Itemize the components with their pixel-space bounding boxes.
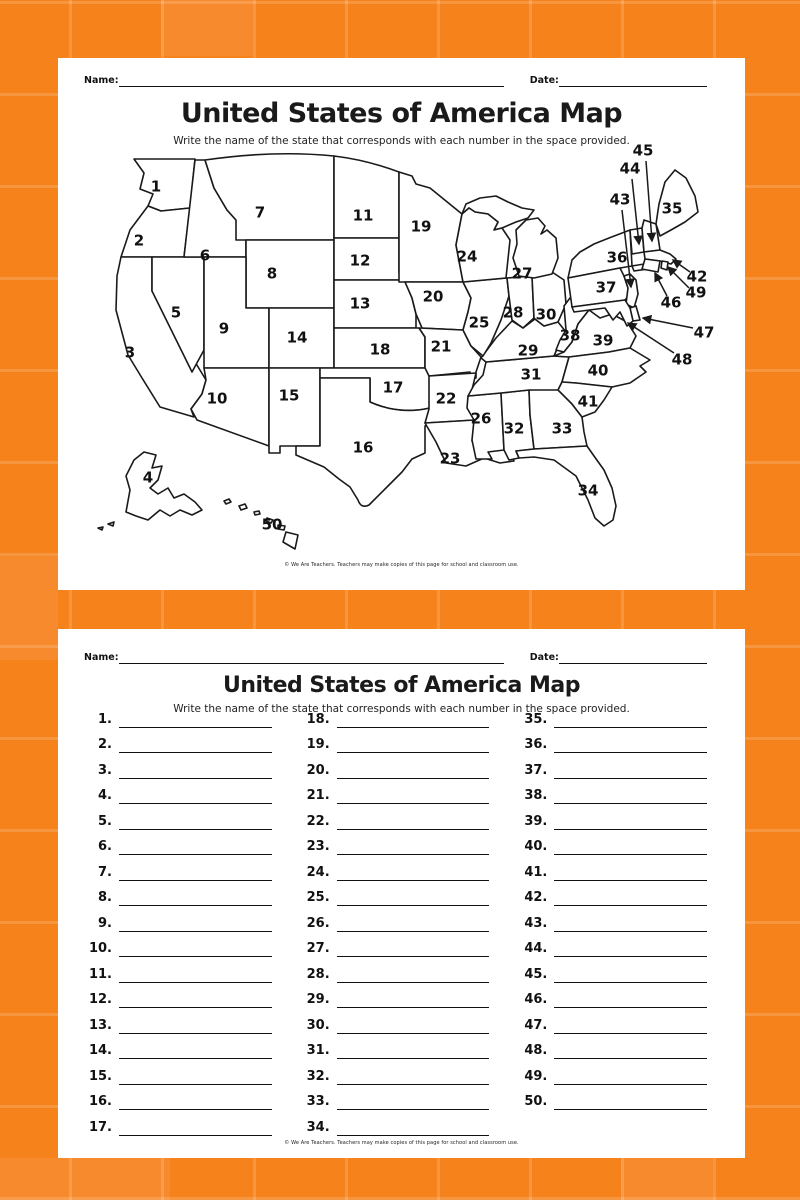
state-outlines xyxy=(98,154,698,549)
state-number: 50 xyxy=(261,515,283,534)
state-number: 12 xyxy=(349,251,371,270)
answer-number: 34. xyxy=(306,1119,330,1135)
answer-number: 5. xyxy=(98,813,112,829)
answer-number: 29. xyxy=(306,992,330,1007)
state-number: 3 xyxy=(124,343,136,362)
answer-row xyxy=(304,1110,498,1136)
state-number: 11 xyxy=(352,206,374,225)
answer-row xyxy=(86,1008,280,1034)
state-number: 34 xyxy=(577,481,599,500)
state-number: 1 xyxy=(150,177,162,196)
answer-blank-line xyxy=(119,819,272,830)
answer-number: 37. xyxy=(524,762,548,778)
answer-row xyxy=(86,932,280,958)
state-number: 46 xyxy=(660,293,682,312)
state-number: 5 xyxy=(170,303,182,322)
answer-row xyxy=(86,855,280,881)
answer-row xyxy=(521,702,715,728)
answer-row xyxy=(86,702,280,728)
answer-number: 50. xyxy=(524,1094,548,1109)
answer-row xyxy=(521,1008,715,1034)
answer-number: 2. xyxy=(98,737,112,752)
answer-blank-line xyxy=(337,1048,490,1059)
answer-blank-line xyxy=(119,1048,272,1059)
state-number: 14 xyxy=(286,328,308,347)
state-number: 35 xyxy=(661,199,683,218)
answer-row xyxy=(521,753,715,779)
state-outline xyxy=(334,156,399,238)
answer-number: 32. xyxy=(306,1068,330,1084)
answer-number: 9. xyxy=(98,915,112,931)
pointer-arrow xyxy=(643,318,693,328)
answer-number: 30. xyxy=(306,1017,330,1033)
state-number: 48 xyxy=(671,350,693,369)
answer-number: 47. xyxy=(524,1017,548,1033)
answer-row xyxy=(86,881,280,907)
answer-number: 4. xyxy=(98,788,112,803)
state-outline xyxy=(283,532,298,549)
answer-number: 16. xyxy=(88,1094,112,1109)
answer-row xyxy=(304,1059,498,1085)
answer-number: 31. xyxy=(306,1043,330,1058)
answer-blank-line xyxy=(554,768,707,779)
answer-blank-line xyxy=(554,844,707,855)
answer-number: 49. xyxy=(524,1068,548,1084)
answer-row xyxy=(86,1059,280,1085)
answer-number: 39. xyxy=(524,813,548,829)
answer-blank-line xyxy=(554,1074,707,1085)
worksheet-page-answers xyxy=(58,629,745,1158)
answer-row xyxy=(304,932,498,958)
us-states-map xyxy=(64,60,736,588)
answer-row xyxy=(304,1034,498,1060)
answer-number: 19. xyxy=(306,737,330,752)
answer-row xyxy=(521,983,715,1009)
name-label: Name: xyxy=(84,75,119,86)
name-label: Name: xyxy=(84,652,119,663)
state-number: 49 xyxy=(685,283,707,302)
answer-number: 40. xyxy=(524,839,548,854)
answer-blank-line xyxy=(554,742,707,753)
answer-blank-line xyxy=(119,870,272,881)
state-number: 4 xyxy=(142,468,154,487)
answer-row xyxy=(521,1034,715,1060)
answer-row xyxy=(304,983,498,1009)
answer-number: 33. xyxy=(306,1094,330,1109)
state-number: 26 xyxy=(470,409,492,428)
answer-number: 11. xyxy=(88,966,112,982)
answer-number: 22. xyxy=(306,813,330,829)
answer-row xyxy=(521,1085,715,1111)
answer-blank-line xyxy=(554,921,707,932)
answer-number: 38. xyxy=(524,788,548,803)
answer-column-2 xyxy=(304,702,498,1136)
state-outline xyxy=(98,527,103,530)
answer-blank-line xyxy=(337,946,490,957)
state-outline xyxy=(269,368,320,453)
page-instructions: Write the name of the state that corresponds with each number in the space provided. xyxy=(173,703,630,715)
answer-number: 27. xyxy=(306,941,330,956)
answer-blank-line xyxy=(119,717,272,728)
answer-blank-line xyxy=(554,997,707,1008)
answer-number: 18. xyxy=(306,711,330,727)
state-number: 47 xyxy=(693,323,715,342)
answer-row xyxy=(521,932,715,958)
answer-row xyxy=(304,804,498,830)
answer-blank-line xyxy=(337,997,490,1008)
state-number: 36 xyxy=(606,248,628,267)
state-number: 28 xyxy=(502,303,524,322)
answer-blank-line xyxy=(554,870,707,881)
answer-number: 7. xyxy=(98,864,112,880)
answer-row xyxy=(86,983,280,1009)
state-number: 7 xyxy=(254,203,266,222)
answer-number: 41. xyxy=(524,864,548,880)
answer-blank-line xyxy=(554,946,707,957)
answer-row xyxy=(304,957,498,983)
answer-number: 43. xyxy=(524,915,548,931)
answer-row xyxy=(521,881,715,907)
answer-blank-line xyxy=(119,1099,272,1110)
answer-row xyxy=(86,728,280,754)
answer-number: 3. xyxy=(98,762,112,778)
date-blank-line xyxy=(559,651,707,664)
state-outline xyxy=(516,446,616,526)
state-outline xyxy=(246,240,334,308)
answer-row xyxy=(86,957,280,983)
answer-blank-line xyxy=(119,997,272,1008)
answer-row xyxy=(86,779,280,805)
answer-number: 21. xyxy=(306,788,330,803)
answer-number: 20. xyxy=(306,762,330,778)
answer-blank-line xyxy=(554,819,707,830)
answer-blank-line xyxy=(337,921,490,932)
state-number: 41 xyxy=(577,392,599,411)
answer-blank-line xyxy=(554,1023,707,1034)
answer-number: 8. xyxy=(98,890,112,905)
state-number: 23 xyxy=(439,449,461,468)
state-number: 8 xyxy=(266,264,278,283)
name-date-row xyxy=(84,651,707,664)
answer-row xyxy=(86,1085,280,1111)
answer-blank-line xyxy=(119,768,272,779)
answer-row xyxy=(521,804,715,830)
answer-blank-line xyxy=(119,972,272,983)
state-number: 6 xyxy=(199,246,211,265)
state-number: 21 xyxy=(430,337,452,356)
state-number: 9 xyxy=(218,319,230,338)
answer-row xyxy=(304,906,498,932)
answer-column-3 xyxy=(521,702,715,1136)
answer-row xyxy=(86,906,280,932)
answer-blank-line xyxy=(119,921,272,932)
state-outline xyxy=(121,206,190,257)
state-number: 42 xyxy=(686,267,708,286)
background-tile xyxy=(0,556,58,660)
state-number: 44 xyxy=(619,159,641,178)
answer-blank-line xyxy=(119,1074,272,1085)
state-outline xyxy=(134,159,195,211)
answer-number: 46. xyxy=(524,992,548,1007)
answer-row xyxy=(304,881,498,907)
state-number: 27 xyxy=(511,264,533,283)
us-map-svg xyxy=(64,60,736,588)
answer-blank-line xyxy=(119,793,272,804)
state-number: 10 xyxy=(206,389,228,408)
answer-blank-line xyxy=(119,946,272,957)
answer-row xyxy=(521,779,715,805)
answer-row xyxy=(86,1110,280,1136)
answer-blank-line xyxy=(337,972,490,983)
answer-blank-line xyxy=(337,1125,490,1136)
answer-column-1 xyxy=(86,702,280,1136)
copyright-footer: © We Are Teachers. Teachers may make copies of this page for school and classroom use. xyxy=(284,562,519,568)
state-number: 30 xyxy=(535,305,557,324)
answer-blank-line xyxy=(337,717,490,728)
answer-blank-line xyxy=(337,1023,490,1034)
answer-blank-line xyxy=(119,895,272,906)
answer-blank-line xyxy=(119,844,272,855)
answer-row xyxy=(304,830,498,856)
answer-row xyxy=(86,1034,280,1060)
answer-number: 25. xyxy=(306,890,330,905)
state-outline xyxy=(239,504,247,510)
answer-blank-line xyxy=(337,768,490,779)
answer-row xyxy=(304,779,498,805)
answer-list xyxy=(86,702,715,1136)
state-number: 39 xyxy=(592,331,614,350)
answer-number: 44. xyxy=(524,941,548,956)
answer-number: 24. xyxy=(306,864,330,880)
background-tile xyxy=(0,1158,170,1200)
answer-row xyxy=(304,753,498,779)
answer-row xyxy=(521,906,715,932)
state-number: 33 xyxy=(551,419,573,438)
answer-row xyxy=(86,830,280,856)
answer-row xyxy=(304,728,498,754)
answer-number: 15. xyxy=(88,1068,112,1084)
copyright-footer: © We Are Teachers. Teachers may make copies of this page for school and classroom use. xyxy=(284,1140,519,1146)
state-number: 38 xyxy=(559,326,581,345)
background-tile xyxy=(161,0,253,56)
answer-number: 45. xyxy=(524,966,548,982)
answer-blank-line xyxy=(554,793,707,804)
state-outline xyxy=(468,356,569,396)
state-outline xyxy=(224,499,231,504)
answer-number: 48. xyxy=(524,1043,548,1058)
worksheet-page-map xyxy=(58,58,745,590)
state-outline xyxy=(642,259,660,272)
state-number: 40 xyxy=(587,361,609,380)
answer-number: 23. xyxy=(306,839,330,854)
state-number: 25 xyxy=(468,313,490,332)
answer-blank-line xyxy=(554,895,707,906)
background-tile xyxy=(621,1158,713,1200)
state-number: 45 xyxy=(632,141,654,160)
answer-blank-line xyxy=(119,1023,272,1034)
page-instructions: Write the name of the state that corresponds with each number in the space provided. xyxy=(173,135,630,147)
page-title: United States of America Map xyxy=(223,673,580,698)
answer-number: 6. xyxy=(98,839,112,854)
answer-blank-line xyxy=(337,870,490,881)
answer-row xyxy=(521,830,715,856)
answer-number: 13. xyxy=(88,1017,112,1033)
state-outline xyxy=(334,280,416,328)
state-number: 24 xyxy=(456,247,478,266)
state-number: 37 xyxy=(595,278,617,297)
answer-number: 10. xyxy=(88,941,112,956)
answer-number: 1. xyxy=(98,711,112,727)
state-number: 16 xyxy=(352,438,374,457)
answer-row xyxy=(86,753,280,779)
answer-row xyxy=(86,804,280,830)
date-label: Date: xyxy=(529,75,559,86)
state-number: 29 xyxy=(517,341,539,360)
answer-blank-line xyxy=(337,819,490,830)
answer-blank-line xyxy=(337,1074,490,1085)
answer-blank-line xyxy=(554,1048,707,1059)
answer-row xyxy=(304,1008,498,1034)
answer-row xyxy=(521,957,715,983)
state-number: 32 xyxy=(503,419,525,438)
state-number: 18 xyxy=(369,340,391,359)
answer-row xyxy=(304,702,498,728)
answer-blank-line xyxy=(337,793,490,804)
page-title: United States of America Map xyxy=(180,98,623,129)
state-number: 43 xyxy=(609,190,631,209)
state-outline xyxy=(126,452,202,520)
answer-number: 17. xyxy=(88,1119,112,1135)
state-number: 17 xyxy=(382,378,404,397)
name-blank-line xyxy=(119,651,504,664)
answer-row xyxy=(304,855,498,881)
date-label: Date: xyxy=(529,652,559,663)
answer-number: 42. xyxy=(524,890,548,905)
state-number: 20 xyxy=(422,287,444,306)
answer-number: 26. xyxy=(306,915,330,931)
answer-blank-line xyxy=(337,742,490,753)
answer-blank-line xyxy=(554,1099,707,1110)
answer-blank-line xyxy=(337,895,490,906)
answer-number: 14. xyxy=(88,1043,112,1058)
answer-blank-line xyxy=(119,742,272,753)
state-number: 2 xyxy=(133,231,145,250)
state-number: 15 xyxy=(278,386,300,405)
state-number: 22 xyxy=(435,389,457,408)
answer-row xyxy=(521,728,715,754)
answer-blank-line xyxy=(119,1125,272,1136)
answer-row xyxy=(521,1059,715,1085)
state-outline xyxy=(108,522,114,526)
answer-blank-line xyxy=(554,717,707,728)
answer-blank-line xyxy=(337,1099,490,1110)
answer-number: 12. xyxy=(88,992,112,1007)
answer-row xyxy=(304,1085,498,1111)
answer-number: 28. xyxy=(306,966,330,982)
state-number: 31 xyxy=(520,365,542,384)
state-number: 19 xyxy=(410,217,432,236)
answer-blank-line xyxy=(554,972,707,983)
answer-blank-line xyxy=(337,844,490,855)
state-outline xyxy=(254,511,260,515)
state-outline xyxy=(661,261,668,270)
answer-row xyxy=(521,855,715,881)
answer-number: 36. xyxy=(524,737,548,752)
answer-number: 35. xyxy=(524,711,548,727)
state-number: 13 xyxy=(349,294,371,313)
